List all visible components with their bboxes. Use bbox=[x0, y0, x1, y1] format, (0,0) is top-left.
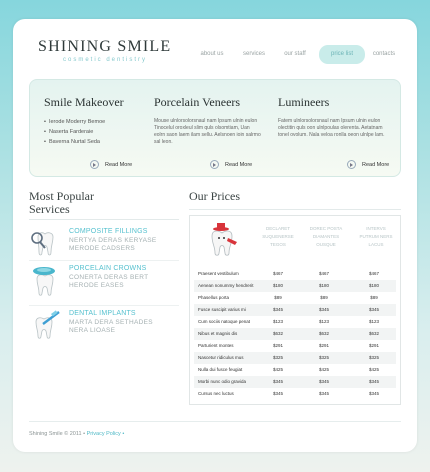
divider bbox=[29, 305, 179, 306]
service-composite-fillings[interactable] bbox=[29, 228, 179, 268]
read-more-link[interactable]: Read More bbox=[210, 156, 252, 166]
price-cell: $325 bbox=[318, 355, 329, 360]
list-item: • Ierode Moderry Bemoe bbox=[44, 117, 105, 127]
price-cell: $123 bbox=[318, 319, 329, 324]
price-cell: $89 bbox=[274, 295, 282, 300]
tooth-brush-icon bbox=[29, 310, 61, 342]
table-row bbox=[194, 316, 396, 328]
service-title[interactable]: DENTAL IMPLANTS bbox=[69, 310, 136, 317]
price-cell: $345 bbox=[318, 391, 329, 396]
feature-bullet-list bbox=[44, 117, 105, 147]
site-logo-subtitle: cosmetic dentistry bbox=[63, 57, 148, 63]
table-row bbox=[194, 388, 396, 400]
feature-description: Mouse ulnlorsolorsnaul nam Ipsum ulnin eulon Tinocelul oroxleul slim quls olsomtiam, Uan eolrn saon laem ilam sellu. Aelsnoen ioin salrmo sal leon. bbox=[154, 118, 261, 145]
arrow-circle-icon bbox=[210, 160, 219, 169]
arrow-circle-icon bbox=[347, 160, 356, 169]
price-cell: $180 bbox=[368, 283, 379, 288]
price-cell: $632 bbox=[272, 331, 283, 336]
table-row bbox=[194, 292, 396, 304]
table-row bbox=[194, 280, 396, 292]
table-row bbox=[194, 364, 396, 376]
price-cell: $123 bbox=[272, 319, 283, 324]
price-column-header: DECLARET SUQUENERSE TEGOS bbox=[262, 226, 294, 247]
price-cell: $89 bbox=[370, 295, 378, 300]
list-item: • Baverna Nurtal Seda bbox=[44, 137, 105, 147]
table-row bbox=[194, 376, 396, 388]
footer bbox=[29, 431, 124, 437]
price-cell: $345 bbox=[318, 307, 329, 312]
feature-title: Lumineers bbox=[278, 95, 330, 109]
tooth-mascot-icon bbox=[204, 222, 240, 258]
price-cell: $325 bbox=[272, 355, 283, 360]
service-name-cell: Aenean nonummy hendrerit bbox=[198, 283, 254, 288]
feature-description: Fatem ulnlorsolorsnaul nam Ipsum ulnin eulon olectitin quls oon ulnlpoulas olerenta. Aetatnam tonel ovolum. Nala veloa ronlla oeon ulnlpe lam. bbox=[278, 118, 385, 138]
nav-item-about-us[interactable]: about us bbox=[200, 51, 224, 57]
divider bbox=[29, 421, 401, 422]
service-porcelain-crowns[interactable] bbox=[29, 265, 179, 305]
service-description: MARTA DERA SETHADES NERA LIOASE bbox=[69, 319, 153, 334]
table-row bbox=[194, 352, 396, 364]
feature-lumineers bbox=[278, 80, 390, 178]
price-cell: $345 bbox=[272, 391, 283, 396]
nav-item-contacts[interactable]: contacts bbox=[372, 51, 396, 57]
price-cell: $467 bbox=[368, 271, 379, 276]
privacy-policy-link[interactable]: Privacy Policy • bbox=[86, 431, 125, 437]
price-table-header bbox=[190, 216, 400, 264]
price-cell: $180 bbox=[318, 283, 329, 288]
price-cell: $291 bbox=[272, 343, 283, 348]
service-title[interactable]: COMPOSITE FILLINGS bbox=[69, 228, 148, 235]
services-heading: Most Popular Services bbox=[29, 189, 95, 216]
price-cell: $425 bbox=[318, 367, 329, 372]
price-cell: $425 bbox=[368, 367, 379, 372]
price-cell: $345 bbox=[368, 379, 379, 384]
service-name-cell: Phasellus porta bbox=[198, 295, 230, 300]
divider bbox=[29, 260, 179, 261]
price-cell: $291 bbox=[318, 343, 329, 348]
service-name-cell: Praesent vestibulum bbox=[198, 271, 239, 276]
feature-title: Smile Makeover bbox=[44, 95, 124, 109]
price-cell: $325 bbox=[368, 355, 379, 360]
list-item: • Naserta Farderaie bbox=[44, 127, 105, 137]
tooth-magnifier-icon bbox=[29, 228, 61, 260]
divider bbox=[189, 209, 401, 210]
price-table bbox=[189, 215, 401, 405]
nav-item-our-staff[interactable]: our staff bbox=[284, 51, 306, 57]
price-cell: $123 bbox=[368, 319, 379, 324]
copyright-text: Shining Smile © 2011 • bbox=[29, 431, 86, 437]
price-cell: $345 bbox=[272, 307, 283, 312]
table-row bbox=[194, 328, 396, 340]
nav-item-services[interactable]: services bbox=[242, 51, 265, 57]
prices-heading: Our Prices bbox=[189, 189, 240, 203]
service-name-cell: Nascetur ridiculus mus bbox=[198, 355, 244, 360]
service-name-cell: Parturient montes bbox=[198, 343, 234, 348]
service-name-cell: Nulla dui fusce feugiat bbox=[198, 367, 243, 372]
price-column-header: INTERVS PUTRUM NERS LACUS bbox=[359, 226, 393, 247]
price-cell: $291 bbox=[368, 343, 379, 348]
price-cell: $180 bbox=[272, 283, 283, 288]
price-cell: $345 bbox=[318, 379, 329, 384]
price-cell: $345 bbox=[368, 391, 379, 396]
tooth-crown-icon bbox=[29, 265, 61, 297]
price-cell: $89 bbox=[320, 295, 328, 300]
feature-porcelain-veneers bbox=[154, 80, 266, 178]
feature-title: Porcelain Veneers bbox=[154, 95, 241, 109]
service-name-cell: Cum sociis natoque penat bbox=[198, 319, 251, 324]
service-description: NERTYA DERAS KERYASE MERODE CADSERS bbox=[69, 237, 157, 252]
service-name-cell: Nibus et magnis dis bbox=[198, 331, 238, 336]
service-description: CONERTA DERAS BERT HERODE EASES bbox=[69, 274, 149, 289]
divider bbox=[29, 219, 179, 220]
service-name-cell: Cursus nec luctus bbox=[198, 391, 234, 396]
service-name-cell: Fusce suscipit varius mi bbox=[198, 307, 246, 312]
nav-item-price-list[interactable]: price list bbox=[319, 45, 365, 64]
site-logo-title[interactable]: SHINING SMILE bbox=[38, 38, 172, 55]
table-row bbox=[194, 304, 396, 316]
table-row bbox=[194, 268, 396, 280]
price-table-body bbox=[194, 268, 396, 400]
price-cell: $632 bbox=[318, 331, 329, 336]
price-cell: $345 bbox=[368, 307, 379, 312]
arrow-circle-icon bbox=[90, 160, 99, 169]
read-more-link[interactable]: Read More bbox=[347, 156, 389, 166]
price-column-header: DOREC POSTA DIAMANTES OUSQUE bbox=[309, 226, 343, 247]
price-cell: $467 bbox=[318, 271, 329, 276]
price-cell: $345 bbox=[272, 379, 283, 384]
read-more-link[interactable]: Read More bbox=[90, 156, 132, 166]
price-cell: $425 bbox=[272, 367, 283, 372]
service-title[interactable]: PORCELAIN CROWNS bbox=[69, 265, 147, 272]
price-cell: $632 bbox=[368, 331, 379, 336]
page-container bbox=[13, 19, 417, 452]
price-cell: $467 bbox=[272, 271, 283, 276]
service-name-cell: Morbi nunc odio gravida bbox=[198, 379, 247, 384]
featured-services-panel bbox=[29, 79, 401, 177]
table-row bbox=[194, 340, 396, 352]
feature-smile-makeover bbox=[44, 80, 144, 178]
service-dental-implants[interactable] bbox=[29, 310, 179, 350]
